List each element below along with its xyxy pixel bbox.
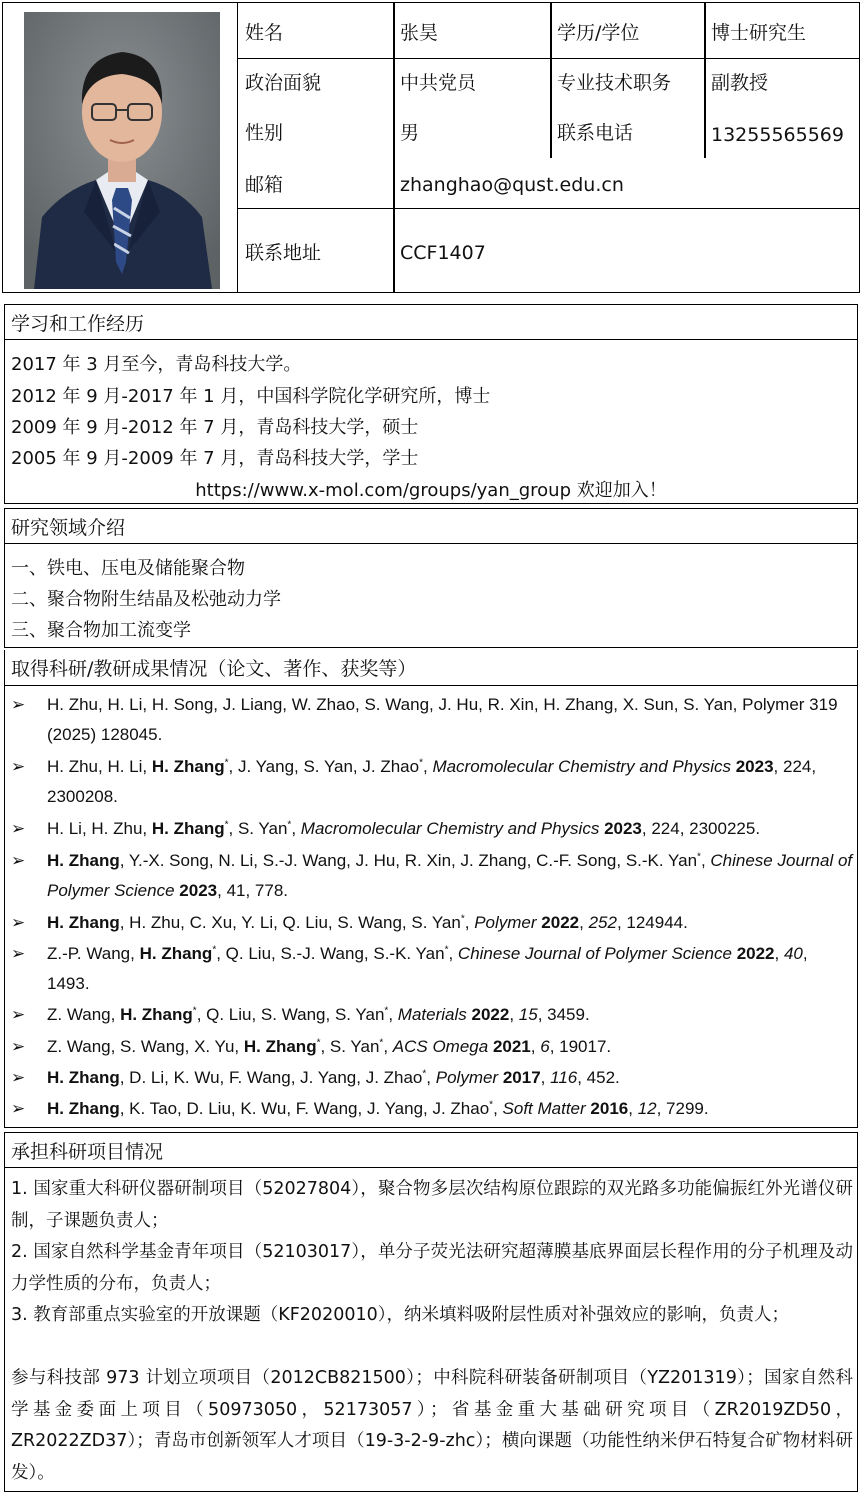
bullet-arrow-icon: ➢: [11, 913, 26, 932]
publication-item: [11, 690, 853, 750]
research-heading: 研究领域介绍: [4, 508, 858, 544]
bullet-arrow-icon: ➢: [11, 851, 26, 870]
research-item: 一、铁电、压电及储能聚合物: [11, 558, 245, 579]
experience-item: 2009 年 9 月-2012 年 7 月，青岛科技大学，硕士: [11, 417, 419, 438]
publication-item: ➢ H. Zhang, Y.-X. Song, N. Li, S.-J. Wang, J. Hu, R. Xin, J. Zhang, C.-F. Song, S.-K. Yan*, Chinese Journal of Polymer Science 2023, 41, 778.: [11, 846, 853, 906]
pub-authors: Z. Wang, S. Wang, X. Yu,: [47, 1037, 244, 1056]
name-value: 张昊: [400, 22, 439, 44]
pub-authors: H. Zhu, H. Li,: [47, 757, 152, 776]
pub-separator: ,: [700, 851, 711, 870]
grid-hline: [238, 58, 859, 59]
publication-item: ➢ H. Zhang, H. Zhu, C. Xu, Y. Li, Q. Liu, S. Wang, S. Yan*, Polymer 2022, 252, 124944.: [11, 908, 853, 938]
pub-volume: 116: [550, 1068, 578, 1087]
pub-separator: ,: [422, 757, 433, 776]
pub-volume: 252: [588, 913, 617, 932]
pub-year: 2023: [179, 881, 218, 900]
gender-value: 男: [400, 122, 420, 144]
group-link[interactable]: https://www.x-mol.com/groups/yan_group 欢迎加入！: [195, 480, 667, 501]
address-label: 联系地址: [245, 242, 322, 264]
pub-rest: , 7299.: [656, 1099, 709, 1118]
projects-body: [4, 1168, 858, 1492]
experience-item: 2005 年 9 月-2009 年 7 月，青岛科技大学，学士: [11, 448, 419, 469]
pub-volume: 40: [783, 944, 803, 963]
pub-journal: Soft Matter: [502, 1099, 586, 1118]
pub-authors: , Q. Liu, S. Wang, S. Yan: [196, 1005, 385, 1024]
publication-item: ➢ H. Zhang, D. Li, K. Wu, F. Wang, J. Yang, J. Zhao*, Polymer 2017, 116, 452.: [11, 1063, 853, 1093]
pub-year: 2022: [541, 913, 580, 932]
pub-journal: Macromolecular Chemistry and Physics: [432, 757, 731, 776]
email-value[interactable]: zhanghao@qust.edu.cn: [400, 174, 624, 196]
info-grid: [238, 3, 859, 292]
pub-authors: , Y.-X. Song, N. Li, S.-J. Wang, J. Hu, R. Xin, J. Zhang, C.-F. Song, S.-K. Yan: [119, 851, 698, 870]
gender-label: 性别: [245, 122, 284, 144]
pub-separator: ,: [464, 913, 475, 932]
pub-authors: , S. Yan: [320, 1037, 380, 1056]
pub-author-highlight: H. Zhang: [47, 851, 120, 870]
pub-authors: , S. Yan: [228, 819, 288, 838]
pub-author-highlight: H. Zhang: [47, 913, 120, 932]
pub-author-highlight: H. Zhang: [151, 757, 225, 776]
title-label: 专业技术职务: [557, 72, 672, 94]
achievements-heading: 取得科研/教研成果情况（论文、著作、获奖等）: [4, 650, 858, 686]
research-item: 二、聚合物附生结晶及松弛动力学: [11, 589, 281, 610]
pub-year: 2017: [502, 1068, 541, 1087]
title-value: 副教授: [711, 72, 769, 94]
degree-label: 学历/学位: [557, 22, 640, 44]
pub-year: 2016: [590, 1099, 629, 1118]
pub-separator: ,: [448, 944, 458, 963]
project-item: 2. 国家自然科学基金青年项目（52103017），单分子荧光法研究超薄膜基底界面层长程作用的分子机理及动力学性质的分布，负责人；: [11, 1242, 853, 1294]
bullet-arrow-icon: ➢: [11, 944, 26, 963]
pub-authors: , H. Zhu, C. Xu, Y. Li, Q. Liu, S. Wang, S. Yan: [119, 913, 461, 932]
pub-authors: , J. Yang, S. Yan, J. Zhao: [228, 757, 420, 776]
portrait-illustration: [24, 12, 220, 289]
email-label: 邮箱: [245, 174, 284, 196]
pub-rest: , 124944.: [616, 913, 688, 932]
publication-text: H. Zhu, H. Li, H. Song, J. Liang, W. Zhao, S. Wang, J. Hu, R. Xin, H. Zhang, X. Sun, S. Yan, Polymer 319 (2025) 128045.: [47, 695, 838, 744]
pub-year: 2023: [735, 757, 774, 776]
research-body: [4, 544, 858, 648]
pub-authors: , K. Tao, D. Liu, K. Wu, F. Wang, J. Yang, J. Zhao: [119, 1099, 490, 1118]
pub-author-highlight: H. Zhang: [151, 819, 225, 838]
phone-value: 13255565569: [711, 124, 844, 146]
experience-item: 2012 年 9 月-2017 年 1 月，中国科学院化学研究所，博士: [11, 386, 491, 407]
portrait-photo: [24, 12, 220, 289]
pub-separator: ,: [426, 1068, 436, 1087]
pub-author-highlight: H. Zhang: [120, 1005, 193, 1024]
pub-journal: Polymer: [435, 1068, 499, 1087]
publication-item: ➢ H. Zhu, H. Li, H. Zhang*, J. Yang, S. Yan, J. Zhao*, Macromolecular Chemistry and Physics 2023, 224, 2300208.: [11, 752, 853, 812]
pub-authors: , Q. Liu, S.-J. Wang, S.-K. Yan: [216, 944, 445, 963]
pub-volume: 12: [637, 1099, 657, 1118]
bullet-arrow-icon: ➢: [11, 819, 26, 838]
pub-separator: ,: [291, 819, 301, 838]
pub-journal: ACS Omega: [392, 1037, 489, 1056]
pub-authors: Z. Wang,: [47, 1005, 121, 1024]
bullet-arrow-icon: ➢: [11, 1005, 26, 1024]
pub-authors: Z.-P. Wang,: [47, 944, 140, 963]
publication-item: ➢ H. Zhang, K. Tao, D. Liu, K. Wu, F. Wang, J. Yang, J. Zhao*, Soft Matter 2016, 12, 7299.: [11, 1094, 853, 1124]
pub-rest: , 224, 2300225.: [641, 819, 761, 838]
bullet-arrow-icon: ➢: [11, 757, 26, 776]
publication-item: ➢ Z. Wang, S. Wang, X. Yu, H. Zhang*, S. Yan*, ACS Omega 2021, 6, 19017.: [11, 1032, 853, 1062]
project-item: 1. 国家重大科研仪器研制项目（52027804），聚合物多层次结构原位跟踪的双光路多功能偏振红外光谱仪研制，子课题负责人；: [11, 1179, 853, 1231]
pub-rest: , 1493.: [47, 944, 808, 993]
projects-heading: 承担科研项目情况: [4, 1132, 858, 1168]
party-label: 政治面貌: [245, 72, 322, 94]
publication-item: ➢ Z.-P. Wang, H. Zhang*, Q. Liu, S.-J. Wang, S.-K. Yan*, Chinese Journal of Polymer Science 2022, 40, 1493.: [11, 939, 853, 999]
bullet-arrow-icon: ➢: [11, 1068, 26, 1087]
bullet-arrow-icon: ➢: [11, 1037, 26, 1056]
name-label: 姓名: [245, 22, 284, 44]
party-value: 中共党员: [400, 72, 477, 94]
bullet-arrow-icon: ➢: [11, 695, 26, 714]
experience-item: 2017 年 3 月至今，青岛科技大学。: [11, 354, 302, 375]
pub-volume: 15: [518, 1005, 538, 1024]
pub-author-highlight: H. Zhang: [139, 944, 213, 963]
experience-heading: 学习和工作经历: [4, 304, 858, 340]
publication-item: ➢ Z. Wang, H. Zhang*, Q. Liu, S. Wang, S. Yan*, Materials 2022, 15, 3459.: [11, 1000, 853, 1030]
pub-author-highlight: H. Zhang: [47, 1068, 120, 1087]
degree-value: 博士研究生: [711, 22, 807, 44]
pub-rest: , 3459.: [537, 1005, 590, 1024]
pub-author-highlight: H. Zhang: [47, 1099, 120, 1118]
pub-year: 2022: [736, 944, 775, 963]
pub-journal: Chinese Journal of Polymer Science: [457, 944, 732, 963]
project-item: 3. 教育部重点实验室的开放课题（KF2020010），纳米填料吸附层性质对补强效应的影响，负责人；: [11, 1305, 789, 1325]
project-item: 参与科技部 973 计划立项项目（2012CB821500）；中科院科研装备研制项目（YZ201319）；国家自然科学基金委面上项目（50973050，52173057）；省基金重大基础研究项目（ZR2019ZD50，ZR2022ZD37）；青岛市创新领军人才项目（19-3-2-9-zhc）；横向课题（功能性纳米伊石特复合矿物材料研发）。: [11, 1368, 853, 1483]
experience-body: [4, 340, 858, 504]
pub-separator: ,: [383, 1037, 393, 1056]
pub-author-highlight: H. Zhang: [243, 1037, 317, 1056]
pub-year: 2023: [604, 819, 642, 838]
photo-cell: [3, 3, 238, 292]
research-item: 三、聚合物加工流变学: [11, 620, 191, 641]
pub-authors: , D. Li, K. Wu, F. Wang, J. Yang, J. Zhao: [119, 1068, 423, 1087]
pub-rest: , 224, 2300208.: [47, 757, 817, 806]
phone-label: 联系电话: [557, 122, 634, 144]
pub-journal: Chinese Journal of Polymer Science: [47, 851, 853, 900]
pub-rest: , 452.: [577, 1068, 620, 1087]
achievements-body: [4, 686, 858, 1128]
grid-hline: [238, 208, 859, 209]
pub-rest: , 41, 778.: [217, 881, 289, 900]
pub-volume: 6: [540, 1037, 550, 1056]
profile-table: [2, 2, 860, 293]
bullet-arrow-icon: ➢: [11, 1099, 26, 1118]
pub-separator: ,: [388, 1005, 398, 1024]
pub-rest: , 19017.: [549, 1037, 612, 1056]
pub-journal: Materials: [397, 1005, 467, 1024]
pub-journal: Polymer: [474, 913, 537, 932]
pub-separator: ,: [493, 1099, 503, 1118]
pub-authors: H. Li, H. Zhu,: [47, 819, 152, 838]
publication-item: ➢ H. Li, H. Zhu, H. Zhang*, S. Yan*, Macromolecular Chemistry and Physics 2023, 224, 2300225.: [11, 814, 853, 844]
address-value: CCF1407: [400, 242, 486, 264]
pub-year: 2022: [471, 1005, 510, 1024]
pub-journal: Macromolecular Chemistry and Physics: [300, 819, 600, 838]
pub-year: 2021: [492, 1037, 531, 1056]
